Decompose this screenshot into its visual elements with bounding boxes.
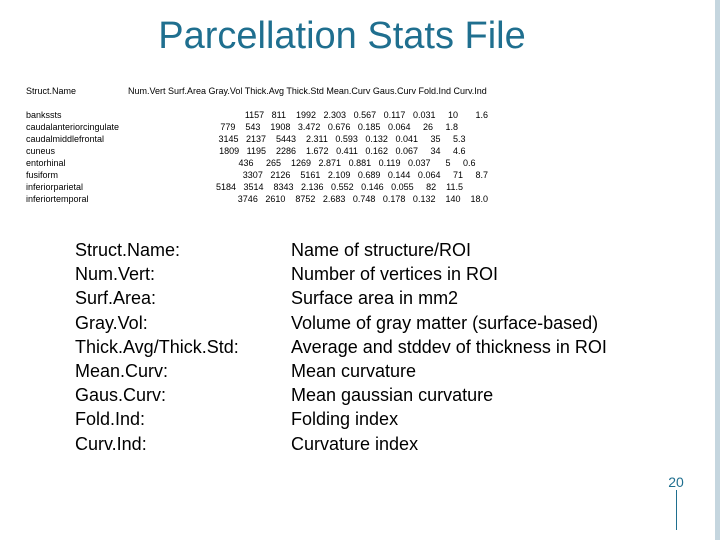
definition-term: Gray.Vol: xyxy=(75,312,148,333)
slide-title: Parcellation Stats File xyxy=(158,15,526,57)
struct-name-list xyxy=(26,109,119,205)
definition-term: Fold.Ind: xyxy=(75,409,146,430)
definition-desc: Curvature index xyxy=(291,433,419,454)
row-values: 3307 2126 5161 2.109 0.689 0.144 0.064 71 8.7 xyxy=(242,170,488,180)
definition-term: Gaus.Curv: xyxy=(75,385,167,406)
definition-desc: Mean gaussian curvature xyxy=(291,385,494,406)
accent-bar xyxy=(715,0,720,540)
page-number-divider xyxy=(676,490,677,530)
row-values: 1809 1195 2286 1.672 0.411 0.162 0.067 34 4.6 xyxy=(219,146,488,156)
row-name: cuneus xyxy=(26,146,56,156)
definition-term: Curv.Ind: xyxy=(75,433,147,454)
row-name: inferiorparietal xyxy=(26,182,84,192)
row-name: entorhinal xyxy=(26,158,66,168)
row-name: inferiortemporal xyxy=(26,194,89,204)
definition-term: Struct.Name: xyxy=(75,240,181,260)
header-struct-name: Struct.Name xyxy=(26,86,77,96)
definition-term: Num.Vert: xyxy=(75,264,156,285)
row-name: caudalanteriorcingulate xyxy=(26,122,120,132)
definition-terms xyxy=(75,238,239,456)
row-values: 436 265 1269 2.871 0.881 0.119 0.037 5 0.6 xyxy=(238,158,488,168)
row-name: caudalmiddlefrontal xyxy=(26,134,105,144)
definition-desc: Volume of gray matter (surface-based) xyxy=(291,312,599,333)
definition-desc: Surface area in mm2 xyxy=(291,288,459,309)
definition-term: Thick.Avg/Thick.Std: xyxy=(75,336,239,357)
definition-desc: Number of vertices in ROI xyxy=(291,264,499,285)
definition-descriptions xyxy=(291,238,607,456)
header-columns: Num.Vert Surf.Area Gray.Vol Thick.Avg Thick.Std Mean.Curv Gaus.Curv Fold.Ind Curv.Ind xyxy=(128,86,487,96)
page-number: 20 xyxy=(668,474,684,490)
row-name: fusiform xyxy=(26,170,59,180)
stats-values xyxy=(150,109,500,205)
definition-desc: Name of structure/ROI xyxy=(291,240,472,260)
definition-desc: Average and stddev of thickness in ROI xyxy=(291,336,607,357)
definition-desc: Mean curvature xyxy=(291,361,417,382)
row-values: 3145 2137 5443 2.311 0.593 0.132 0.041 35 5.3 xyxy=(218,134,488,144)
row-name: bankssts xyxy=(26,110,62,120)
row-values: 5184 3514 8343 2.136 0.552 0.146 0.055 82 11.5 xyxy=(215,182,488,192)
row-values: 779 543 1908 3.472 0.676 0.185 0.064 26 1.8 xyxy=(220,122,488,132)
definition-desc: Folding index xyxy=(291,409,399,430)
definition-term: Mean.Curv: xyxy=(75,361,169,382)
row-values: 3746 2610 8752 2.683 0.748 0.178 0.132 140 18.0 xyxy=(237,194,488,204)
definition-term: Surf.Area: xyxy=(75,288,157,309)
row-values: 1157 811 1992 2.303 0.567 0.117 0.031 10 1.6 xyxy=(244,110,488,120)
